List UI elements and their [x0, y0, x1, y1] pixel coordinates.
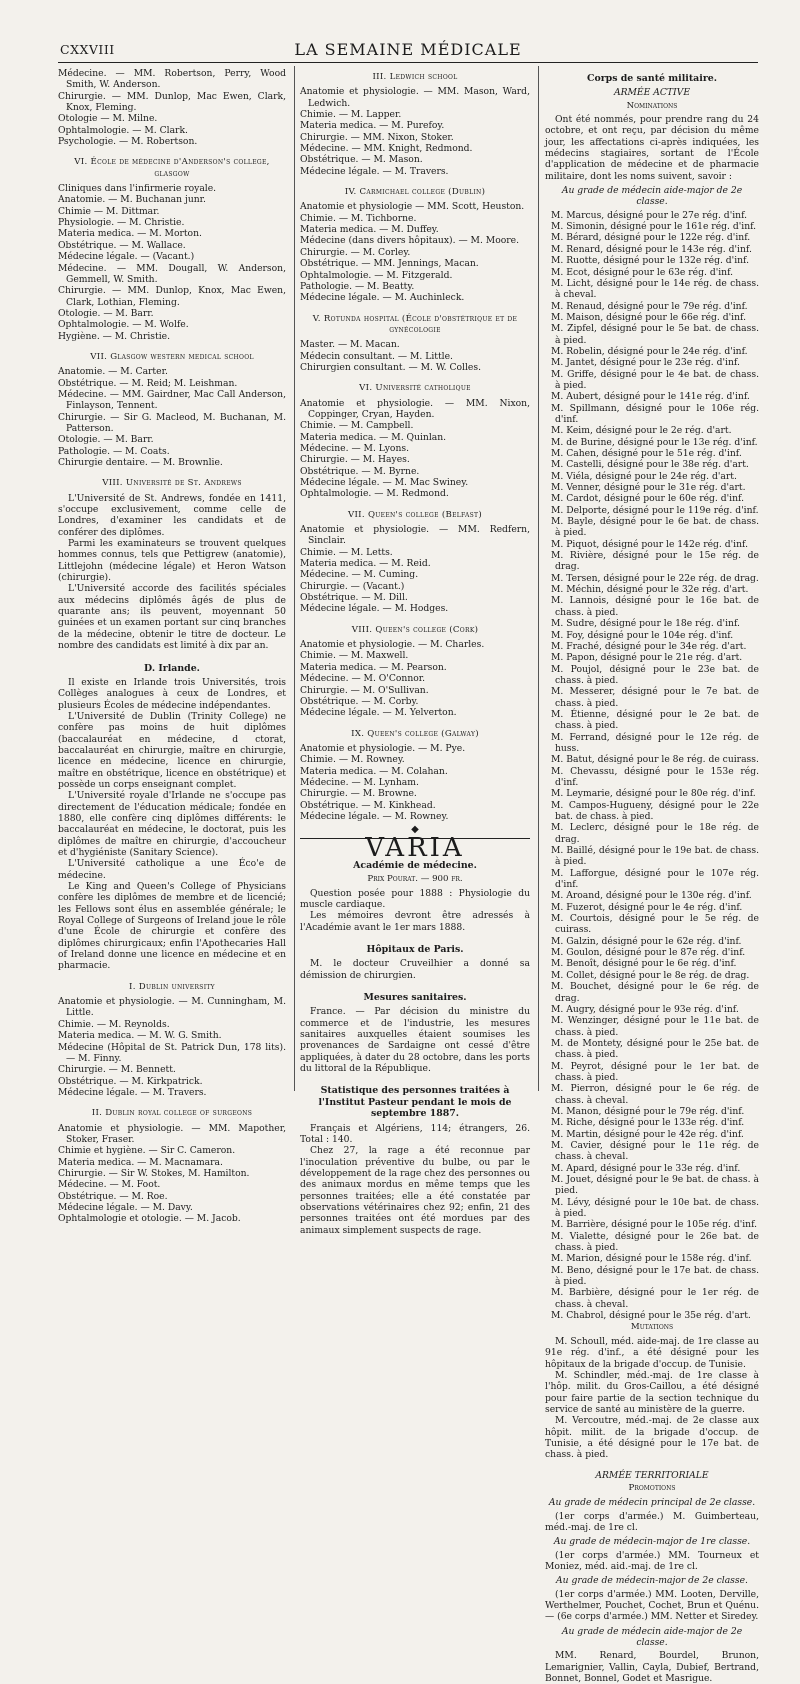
paragraph: Il existe en Irlande trois Universités, trois Collèges analogues à ceux de Londres, et plusieurs Écoles de médecine indépendantes. — [58, 676, 286, 711]
subheading: Mutations — [630, 1322, 674, 1333]
staff-entry: Obstétrique. — M. Roe. — [58, 1190, 168, 1202]
staff-entry: Obstétrique. — M. Kinkhead. — [300, 799, 436, 811]
subheading: ARMÉE ACTIVE — [613, 87, 691, 99]
section-heading: V. Rotunda hospital (École d'obstétrique et de gynécologie — [312, 313, 518, 335]
appointment-entry: M. Messerer, désigné pour le 7e bat. de chass. à pied. — [551, 686, 759, 709]
appointment-entry: M. Jouet, désigné pour le 9e bat. de chass. à pied. — [551, 1174, 759, 1197]
staff-entry: Chirurgien consultant. — M. W. Colles. — [300, 361, 482, 373]
section-heading: Hôpitaux de Paris. — [366, 944, 464, 956]
staff-entry: Otologie. — M. Barr. — [58, 307, 154, 319]
staff-entry: Médecine. — M. O'Connor. — [300, 673, 426, 685]
staff-entry: Obstétrique. — M. Kirkpatrick. — [58, 1075, 203, 1087]
appointment-entry: M. Lafforgue, désigné pour le 107e rég. d'inf. — [551, 867, 759, 891]
appointment-entry: M. Fraché, désigné pour le 34e rég. d'art. — [551, 640, 747, 652]
section-heading: VII. Queen's college (Belfast) — [347, 509, 482, 520]
appointment-entry: M. Leymarie, désigné pour le 80e rég. d'inf. — [551, 788, 756, 800]
staff-entry: Médecine légale. — M. Travers. — [58, 1086, 207, 1098]
staff-entry: Materia medica. — M. Macnamara. — [58, 1156, 223, 1168]
staff-entry: Pathologie. — M. Beatty. — [300, 280, 415, 292]
staff-entry: Médecine. — M. Lynham. — [300, 776, 419, 788]
staff-entry: Hygiène. — M. Christie. — [58, 330, 170, 342]
appointment-entry: M. Cahen, désigné pour le 51e rég. d'inf. — [551, 448, 742, 459]
staff-entry: Chimie. — M. Maxwell. — [300, 650, 409, 662]
appointment-entry: M. Robelin, désigné pour le 24e rég. d'inf. — [551, 345, 748, 357]
staff-entry: Médecine légale. — M. Mac Swiney. — [300, 477, 469, 488]
appointment-entry: M. Tersen, désigné pour le 22e rég. de drag. — [551, 572, 759, 584]
paragraph: L'Université de Dublin (Trinity College) ne confère pas moins de huit diplômes (baccalauréat en médecine, d ctorat, baccalauréat en chirurgie, maître en chirurgie, licence en médecine, licence en chirurgie, maître en obstétrique, licence en obstétrique) et possède un corps enseignant complet. — [58, 710, 286, 790]
appointment-entry: M. Leclerc, désigné pour le 18e rég. de drag. — [551, 822, 759, 845]
appointment-entry: M. Chevassu, désigné pour le 153e rég. d'inf. — [551, 765, 759, 788]
page-number: CXXVIII — [60, 42, 115, 57]
section-heading: II. Dublin royal college of surgeons — [91, 1108, 253, 1119]
appointment-entry: M. Barrière, désigné pour le 105e rég. d'inf. — [551, 1219, 758, 1231]
appointment-entry: M. Baillé, désigné pour le 19e bat. de chass. à pied. — [551, 845, 759, 868]
staff-entry: Anatomie et physiologie — MM. Scott, Heuston. — [300, 201, 525, 213]
appointment-entry: M. Beno, désigné pour le 17e bat. de chass. à pied. — [551, 1264, 759, 1288]
section-heading: I. Dublin university — [129, 981, 215, 992]
column-middle — [300, 68, 530, 1236]
appointment-entry: M. Spillmann, désigné pour le 106e rég. d'inf. — [551, 402, 759, 425]
staff-entry: Médecine légale. — M. Hodges. — [300, 603, 449, 615]
staff-entry: Anatomie. — M. Buchanan junr. — [58, 194, 206, 206]
staff-entry: Pathologie. — M. Coats. — [58, 445, 170, 457]
paragraph: Parmi les examinateurs se trouvent quelques hommes connus, tels que Pettigrew (anatomie), Littlejohn (médecine légale) et Heron Watson (chirurgie). — [58, 538, 286, 584]
spacer — [58, 468, 286, 474]
appointment-entry: M. Lannois, désigné pour le 16e bat. de chass. à pied. — [551, 595, 759, 618]
staff-entry: Chirurgie. — Sir G. Macleod, M. Buchanan, M. Patterson. — [58, 411, 286, 434]
staff-entry: Ophtalmologie. — M. Wolfe. — [58, 319, 189, 331]
journal-title: LA SEMAINE MÉDICALE — [294, 40, 522, 59]
appointment-entry: M. Papon, désigné pour le 21e rég. d'art. — [551, 652, 743, 664]
staff-entry: Médecine. — MM. Dougall, W. Anderson, Gemmell, W. Smith. — [58, 262, 286, 285]
staff-entry: Obstétrique. — M. Byrne. — [300, 465, 420, 477]
spacer — [300, 373, 530, 379]
appointment-entry: M. Goulon, désigné pour le 87e rég. d'inf. — [551, 947, 746, 959]
appointment-entry: M. Barbière, désigné pour le 1er rég. de chass. à cheval. — [551, 1287, 759, 1310]
spacer — [58, 652, 286, 658]
staff-entry: Chirurgie. — MM. Nixon, Stoker. — [300, 131, 454, 143]
staff-entry: Chirurgie dentaire. — M. Brownlie. — [58, 457, 223, 468]
section-heading: IV. Carmichael college (Dublin) — [344, 187, 486, 198]
appointment-entry: M. Galzin, désigné pour le 62e rég. d'inf. — [551, 935, 742, 947]
paragraph: L'Université catholique a une Éco'e de médecine. — [58, 858, 286, 881]
appointment-entry: M. Chabrol, désigné pour le 35e rég. d'art. — [551, 1310, 751, 1322]
staff-entry: Obstétrique. — M. Wallace. — [58, 239, 186, 251]
staff-entry: Materia medica. — M. Pearson. — [300, 661, 447, 673]
appointment-entry: M. Griffe, désigné pour le 4e bat. de chass. à pied. — [551, 368, 759, 391]
appointment-entry: M. Bayle, désigné pour le 6e bat. de chass. à pied. — [551, 516, 759, 539]
appointment-entry: M. Batut, désigné pour le 8e rég. de cuirass. — [551, 754, 759, 766]
subheading: Au grade de médecin principal de 2e classe. — [548, 1497, 756, 1509]
appointment-entry: M. Lévy, désigné pour le 10e bat. de chass. à pied. — [551, 1196, 759, 1220]
spacer — [545, 1461, 759, 1467]
staff-entry: Materia medica. — M. Morton. — [58, 228, 202, 240]
appointment-entry: M. Zipfel, désigné pour le 5e bat. de chass. à pied. — [551, 323, 759, 346]
appointment-entry: M. Foy, désigné pour le 104e rég. d'inf. — [551, 629, 734, 641]
staff-entry: Obstétrique. — M. Mason. — [300, 154, 423, 166]
staff-entry: Chimie et hygiène. — Sir C. Cameron. — [58, 1145, 236, 1157]
column-divider — [294, 66, 295, 1091]
staff-entry: Chimie. — M. Rowney. — [300, 754, 405, 766]
subheading: Au grade de médecin-major de 1re classe. — [553, 1536, 751, 1548]
staff-entry: Materia medica. — M. Duffey. — [300, 224, 439, 236]
paragraph: M. Schindler, méd.-maj. de 1re classe à l'hôp. milit. du Gros-Caillou, a été désigné pour faire partie de la section technique du service de santé au ministère de la guerre. — [545, 1369, 759, 1415]
subheading: Au grade de médecin aide-major de 2e classe. — [561, 1625, 743, 1649]
section-heading: Corps de santé militaire. — [586, 73, 717, 84]
paragraph: (1er corps d'armée.) MM. Looten, Derville, Werthelmer, Pouchet, Cochet, Brun et Quénu. — (6e corps d'armée.) MM. Netter et Siredey. — [545, 1588, 759, 1623]
appointment-entry: M. Marcus, désigné pour le 27e rég. d'inf. — [551, 209, 748, 221]
staff-entry: Chirurgie. — MM. Dunlop, Mac Ewen, Clark, Knox, Fleming. — [58, 90, 286, 114]
appointment-entry: M. Collet, désigné pour le 8e rég. de drag. — [551, 969, 750, 981]
appointment-entry: M. Cardot, désigné pour le 60e rég. d'inf. — [551, 493, 745, 505]
appointment-entry: M. Bouchet, désigné pour le 6e rég. de drag. — [551, 981, 759, 1004]
staff-entry: Anatomie et physiologie. — MM. Redfern, Sinclair. — [300, 524, 530, 547]
appointment-entry: M. Ruotte, désigné pour le 132e rég. d'inf. — [551, 255, 750, 267]
appointment-entry: M. Poujol, désigné pour le 23e bat. de chass. à pied. — [551, 663, 759, 686]
varia-title: VARIA — [300, 838, 530, 854]
staff-entry: Chirurgie. — M. O'Sullivan. — [300, 684, 429, 696]
staff-entry: Materia medica. — M. W. G. Smith. — [58, 1030, 222, 1042]
staff-entry: Anatomie. — M. Carter. — [58, 366, 168, 378]
paragraph: Ont été nommés, pour prendre rang du 24 octobre, et ont reçu, par décision du même jour, les affectations ci-après indiquées, les médecins stagiaires, sortant de l'École d'application de médecine et de pharmacie militaire, dont les noms suivent, savoir : — [545, 114, 759, 182]
page-header — [58, 40, 758, 63]
staff-entry: Chimie — M. Dittmar. — [58, 205, 160, 217]
paragraph: L'Université accorde des facilités spéciales aux médecins diplômés âgés de plus de quarante ans; ils peuvent, moyennant 50 guinées et un examen portant sur cinq branches de la médecine, obtenir le titre de docteur. Le nombre des candidats est limité à dix par an. — [58, 583, 286, 652]
staff-entry: Physiologie. — M. Christie. — [58, 217, 185, 229]
section-heading: D. Irlande. — [144, 662, 200, 674]
section-heading: Académie de médecine. — [353, 859, 477, 871]
staff-entry: Médecin consultant. — M. Little. — [300, 350, 453, 362]
appointment-entry: M. Étienne, désigné pour le 2e bat. de chass. à pied. — [551, 708, 759, 732]
staff-entry: Chimie. — M. Reynolds. — [58, 1018, 170, 1030]
subheading: ARMÉE TERRITORIALE — [595, 1469, 709, 1481]
staff-entry: Chirurgie. — MM. Dunlop, Knox, Mac Ewen, Clark, Lothian, Fleming. — [58, 285, 286, 308]
staff-entry: Ophtalmologie. — M. Redmond. — [300, 488, 449, 500]
appointment-entry: M. Campos-Hugueny, désigné pour le 22e bat. de chass. à pied. — [551, 799, 759, 822]
paragraph: Question posée pour 1888 : Physiologie du muscle cardiaque. — [300, 887, 530, 910]
appointment-entry: M. Méchin, désigné pour le 32e rég. d'art. — [551, 584, 749, 596]
staff-entry: Chirurgie. — M. Browne. — [300, 788, 417, 800]
appointment-entry: M. de Montety, désigné pour le 25e bat. de chass. à pied. — [551, 1037, 759, 1061]
paragraph: M. le docteur Cruveilhier a donné sa démission de chirurgien. — [300, 958, 530, 981]
appointment-entry: M. Jantet, désigné pour le 23e rég. d'inf. — [551, 357, 740, 369]
staff-entry: Anatomie et physiologie. — M. Cunningham, M. Little. — [58, 996, 286, 1019]
appointment-entry: M. Ferrand, désigné pour le 12e rég. de huss. — [551, 731, 759, 754]
section-heading: VI. Université catholique — [359, 383, 471, 394]
staff-entry: Médecine. — MM. Gairdner, Mac Call Anderson, Finlayson, Tennent. — [58, 388, 286, 412]
staff-entry: Chimie. — M. Letts. — [300, 546, 393, 558]
appointment-entry: M. Wenzinger, désigné pour le 11e bat. de chass. à pied. — [551, 1015, 759, 1038]
spacer — [300, 615, 530, 621]
spacer — [300, 933, 530, 939]
appointment-entry: M. Ecot, désigné pour le 63e rég. d'inf. — [551, 266, 734, 278]
appointment-entry: M. Piquot, désigné pour le 142e rég. d'inf. — [551, 538, 748, 550]
staff-entry: Médecine. — M. Cuming. — [300, 569, 419, 581]
spacer — [300, 500, 530, 506]
appointment-entry: M. Pierron, désigné pour le 6e rég. de chass. à cheval. — [551, 1083, 759, 1106]
spacer — [300, 177, 530, 183]
appointment-entry: M. Apard, désigné pour le 33e rég. d'inf. — [551, 1162, 741, 1174]
spacer — [300, 1074, 530, 1080]
spacer — [300, 304, 530, 310]
spacer — [58, 147, 286, 153]
appointment-entry: M. Delporte, désigné pour le 119e rég. d'inf. — [551, 504, 759, 516]
staff-entry: Chirurgie. — M. Corley. — [300, 246, 411, 258]
staff-entry: Médecine. — M. Lyons. — [300, 442, 410, 454]
staff-entry: Chimie. — M. Campbell. — [300, 420, 414, 432]
appointment-entry: M. Marion, désigné pour le 158e rég. d'inf. — [551, 1253, 752, 1265]
spacer — [58, 1098, 286, 1104]
staff-entry: Obstétrique. — M. Reid; M. Leishman. — [58, 377, 238, 389]
appointment-entry: M. Rivière, désigné pour le 15e rég. de drag. — [551, 550, 759, 573]
staff-entry: Chirurgie. — M. Hayes. — [300, 454, 410, 466]
paragraph: MM. Renard, Bourdel, Brunon, Lemarignier, Vallin, Cayla, Dubief, Bertrand, Bonnet, Bonnel, Godet et Masrigue. — [545, 1650, 759, 1684]
appointment-entry: M. Courtois, désigné pour le 5e rég. de cuirass. — [551, 913, 759, 936]
staff-entry: Médecine (dans divers hôpitaux). — M. Moore. — [300, 235, 520, 247]
paragraph: M. Vercoutre, méd.-maj. de 2e classe aux hôpit. milit. de la brigade d'occup. de Tunisie, a été désigné pour le 17e bat. de chass. à pied. — [545, 1415, 759, 1461]
section-heading: IX. Queen's college (Galway) — [351, 728, 479, 739]
staff-entry: Obstétrique. — M. Dill. — [300, 592, 408, 604]
spacer — [300, 981, 530, 987]
staff-entry: Otologie — M. Milne. — [58, 113, 158, 125]
paragraph: (1er corps d'armée.) M. Guimberteau, méd.-maj. de 1re cl. — [545, 1510, 759, 1533]
section-heading: VIII. Queen's college (Cork) — [351, 624, 479, 635]
staff-entry: Médecine légale. — M. Davy. — [58, 1201, 193, 1213]
subheading: Nominations — [626, 100, 678, 111]
staff-entry: Médecine. — MM. Knight, Redmond. — [300, 143, 473, 155]
staff-entry: Chirurgie. — (Vacant.) — [300, 580, 405, 592]
section-heading: VII. Glasgow western medical school — [90, 351, 254, 362]
staff-entry: Psychologie. — M. Robertson. — [58, 136, 198, 148]
paragraph: Chez 27, la rage a été reconnue par l'inoculation préventive du bulbe, ou par le développement de la rage chez des personnes ou des animaux mordus en même temps que les personnes traitées; elle a été constatée par observations vétérinaires chez 92; enfin, 21 des personnes traitées ont été mordues par des animaux simplement suspects de rage. — [300, 1145, 530, 1236]
staff-entry: Ophtalmologie. — M. Clark. — [58, 124, 188, 136]
staff-entry: Médecine légale. — (Vacant.) — [58, 251, 195, 263]
appointment-entry: M. Sudre, désigné pour le 18e rég. d'inf. — [551, 618, 740, 630]
staff-entry: Chimie. — M. Lapper. — [300, 109, 402, 121]
spacer — [58, 972, 286, 978]
section-heading: Statistique des personnes traitées à l'Institut Pasteur pendant le mois de septembre 1887. — [318, 1085, 512, 1120]
column-left — [58, 68, 286, 1225]
staff-entry: Chimie. — M. Tichborne. — [300, 212, 417, 224]
appointment-entry: M. Fuzerot, désigné pour le 4e rég. d'inf. — [551, 901, 743, 913]
staff-entry: Master. — M. Macan. — [300, 339, 400, 351]
appointment-entry: M. Aubert, désigné pour le 141e rég. d'inf. — [551, 391, 750, 403]
appointment-entry: M. Bérard, désigné pour le 122e rég. d'inf. — [551, 232, 751, 244]
staff-entry: Médecine légale. — M. Yelverton. — [300, 707, 457, 719]
appointment-entry: M. Vialette, désigné pour le 26e bat. de chass. à pied. — [551, 1230, 759, 1254]
staff-entry: Otologie. — M. Barr. — [58, 434, 154, 446]
appointment-entry: M. Aroand, désigné pour le 130e rég. d'inf. — [551, 890, 752, 902]
staff-entry: Médecine légale. — M. Rowney. — [300, 810, 449, 822]
paragraph: M. Schoull, méd. aide-maj. de 1re classe au 91e rég. d'inf., a été désigné pour les hôpitaux de la brigade d'occup. de Tunisie. — [545, 1335, 759, 1370]
subheading: Prix Pourat. — 900 fr. — [367, 874, 463, 885]
staff-entry: Médecine. — M. Foot. — [58, 1179, 161, 1191]
staff-entry: Ophtalmologie et otologie. — M. Jacob. — [58, 1213, 241, 1225]
staff-entry: Materia medica. — M. Colahan. — [300, 765, 448, 777]
section-heading: VI. École de médecine d'Anderson's college, glasgow — [74, 157, 270, 179]
section-heading: Mesures sanitaires. — [363, 992, 467, 1004]
appointment-entry: M. Augry, désigné pour le 93e rég. d'inf. — [551, 1003, 739, 1015]
staff-entry: Médecine légale. — M. Travers. — [300, 165, 449, 177]
appointment-entry: M. Maison, désigné pour le 66e rég. d'inf. — [551, 311, 746, 323]
appointment-entry: M. Benoît, désigné pour le 6e rég. d'inf. — [551, 958, 737, 970]
staff-entry: Obstétrique. — M. Corby. — [300, 695, 419, 707]
staff-entry: Anatomie et physiologie. — MM. Nixon, Coppinger, Cryan, Hayden. — [300, 397, 530, 420]
appointment-entry: M. Cavier, désigné pour le 11e rég. de chass. à cheval. — [551, 1139, 759, 1163]
staff-entry: Ophtalmologie. — M. Fitzgerald. — [300, 269, 453, 281]
section-heading: III. Ledwich school — [372, 72, 458, 82]
staff-entry: Anatomie et physiologie. — M. Charles. — [300, 639, 485, 651]
paragraph: L'Université de St. Andrews, fondée en 1411, s'occupe exclusivement, comme celle de Londres, d'examiner les candidats et de conférer des diplômes. — [58, 492, 286, 538]
staff-entry: Materia medica. — M. Purefoy. — [300, 120, 445, 132]
staff-entry: Chirurgie. — Sir W. Stokes, M. Hamilton. — [58, 1167, 250, 1179]
ornament: ◆ — [411, 824, 419, 836]
paragraph: Français et Algériens, 114; étrangers, 26. Total : 140. — [300, 1122, 530, 1145]
staff-entry: Anatomie et physiologie. — MM. Mason, Ward, Ledwich. — [300, 86, 530, 109]
staff-entry: Chirurgie. — M. Bennett. — [58, 1064, 176, 1076]
subheading: Promotions — [628, 1482, 676, 1493]
staff-entry: Médecine légale. — M. Auchinleck. — [300, 292, 465, 304]
paragraph: L'Université royale d'Irlande ne s'occupe pas directement de l'éducation médicale; fondée en 1880, elle confère cinq diplômes différents: le baccalauréat en médecine, le doctorat, puis les diplômes de maître en chirurgie, d'accoucheur et d'hygiéniste (Sanitary Science). — [58, 790, 286, 858]
appointment-entry: M. Venner, désigné pour le 31e rég. d'art. — [551, 482, 746, 494]
subheading: Au grade de médecin-major de 2e classe. — [556, 1575, 748, 1587]
appointment-entry: M. Renaud, désigné pour le 79e rég. d'inf. — [551, 300, 748, 312]
staff-entry: Anatomie et physiologie. — M. Pye. — [300, 742, 466, 754]
paragraph: France. — Par décision du ministre du commerce et de l'industrie, les mesures sanitaires auxquelles étaient soumises les provenances de Sardaigne ont cessé d'être appliquées, à dater du 28 octobre, dans les ports du littoral de la République. — [300, 1006, 530, 1075]
appointment-entry: M. Castelli, désigné pour le 38e rég. d'art. — [551, 459, 749, 471]
appointment-entry: M. Riche, désigné pour le 133e rég. d'inf. — [551, 1117, 745, 1129]
staff-entry: Obstétrique. — MM. Jennings, Macan. — [300, 258, 479, 270]
appointment-entry: M. Simonin, désigné pour le 161e rég. d'inf. — [551, 221, 757, 233]
staff-entry: Médecine. — MM. Robertson, Perry, Wood Smith, W. Anderson. — [58, 68, 286, 91]
section-heading: VIII. Université de St. Andrews — [102, 478, 242, 489]
staff-entry: Materia medica. — M. Reid. — [300, 558, 431, 570]
appointment-entry: M. Viéla, désigné pour le 24e rég. d'art. — [551, 470, 737, 482]
column-right — [545, 68, 759, 1684]
appointment-entry: M. Manon, désigné pour le 79e rég. d'inf. — [551, 1105, 745, 1117]
subheading: Au grade de médecin aide-major de 2e classe. — [561, 185, 743, 208]
appointment-entry: M. Renard, désigné pour le 143e rég. d'inf. — [551, 243, 752, 255]
spacer — [300, 719, 530, 725]
spacer — [58, 342, 286, 348]
staff-entry: Anatomie et physiologie. — MM. Mapother, Stoker, Fraser. — [58, 1122, 286, 1145]
appointment-entry: M. Peyrot, désigné pour le 1er bat. de chass. à pied. — [551, 1060, 759, 1083]
appointment-entry: M. Martin, désigné pour le 42e rég. d'inf. — [551, 1128, 744, 1140]
paragraph: Le King and Queen's College of Physicians confère les diplômes de membre et de licencié; les Fellows sont élus en assemblée générale; le Royal College of Surgeons of Ireland joue le rôle d'une École de chirurgie et confère des diplômes chirurgicaux; enfin l'Apothecaries Hall of Ireland donne une licence en médecine et en pharmacie. — [58, 881, 286, 972]
paragraph: (1er corps d'armée.) MM. Tourneux et Moniez, méd. aid.-maj. de 1re cl. — [545, 1549, 759, 1572]
staff-entry: Cliniques dans l'infirmerie royale. — [58, 183, 217, 195]
appointment-entry: M. Keim, désigné pour le 2e rég. d'art. — [551, 425, 732, 437]
column-divider — [538, 66, 539, 1091]
staff-entry: Materia medica. — M. Quinlan. — [300, 431, 447, 443]
staff-entry: Médecine (Hôpital de St. Patrick Dun, 178 lits). — M. Finny. — [58, 1041, 286, 1064]
appointment-entry: M. Licht, désigné pour le 14e rég. de chass. à cheval. — [551, 277, 759, 301]
appointment-entry: M. de Burine, désigné pour le 13e rég. d'inf. — [551, 436, 758, 448]
paragraph: Les mémoires devront être adressés à l'Académie avant le 1er mars 1888. — [300, 910, 530, 933]
